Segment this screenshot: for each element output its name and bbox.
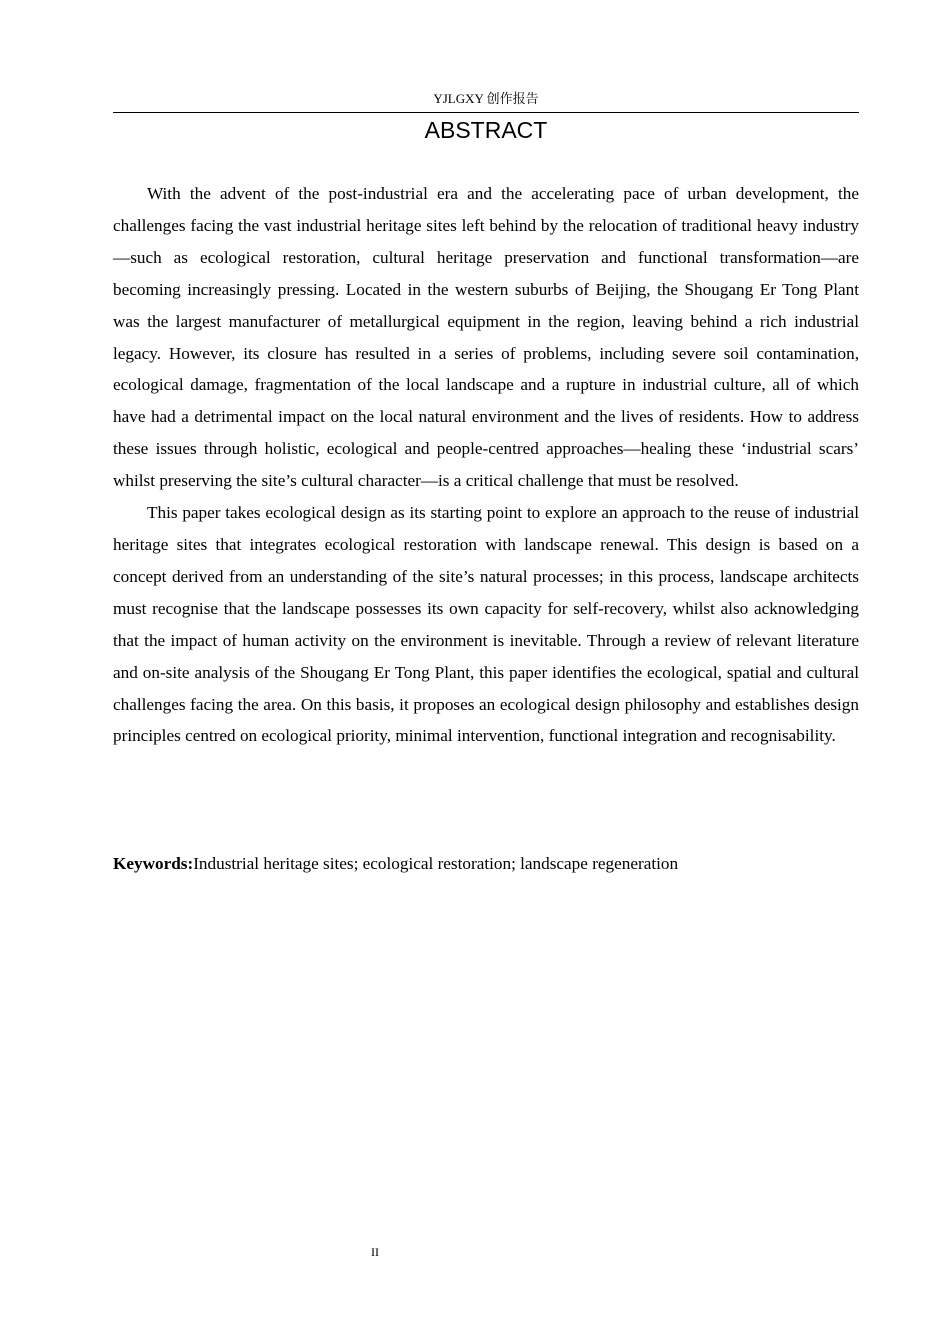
abstract-paragraph-2: This paper takes ecological design as its starting point to explore an approach to the reuse of industrial heritage sites that integrates ecological restoration with landscape renewal. This design is based on a concept derived from an understanding of the site’s natural processes; in this process, landscape architects must recognise that the landscape possesses its own capacity for self-recovery, whilst also acknowledging that the impact of human activity on the environment is inevitable. Through a review of relevant literature and on-site analysis of the Shougang Er Tong Plant, this paper identifies the ecological, spatial and cultural challenges facing the area. On this basis, it proposes an ecological design philosophy and establishes design principles centred on ecological priority, minimal intervention, functional integration and recognisability.: [113, 503, 859, 746]
abstract-body: [113, 178, 859, 752]
keywords-line: [113, 849, 859, 879]
keywords-text: Industrial heritage sites; ecological restoration; landscape regeneration: [193, 854, 679, 873]
page-number: II: [371, 1245, 379, 1259]
abstract-title: ABSTRACT: [424, 117, 548, 143]
keywords-label: Keywords:: [113, 854, 194, 873]
running-header: YJLGXY 创作报告: [113, 90, 859, 113]
abstract-paragraph-1: With the advent of the post-industrial era and the accelerating pace of urban development, the challenges facing the vast industrial heritage sites left behind by the relocation of traditional heavy industry—such as ecological restoration, cultural heritage preservation and functional transformation—are becoming increasingly pressing. Located in the western suburbs of Beijing, the Shougang Er Tong Plant was the largest manufacturer of metallurgical equipment in the region, leaving behind a rich industrial legacy. However, its closure has resulted in a series of problems, including severe soil contamination, ecological damage, fragmentation of the local landscape and a rupture in industrial culture, all of which have had a detrimental impact on the local natural environment and the lives of residents. How to address these issues through holistic, ecological and people-centred approaches—healing these ‘industrial scars’ whilst preserving the site’s cultural character—is a critical challenge that must be resolved.: [113, 184, 859, 491]
